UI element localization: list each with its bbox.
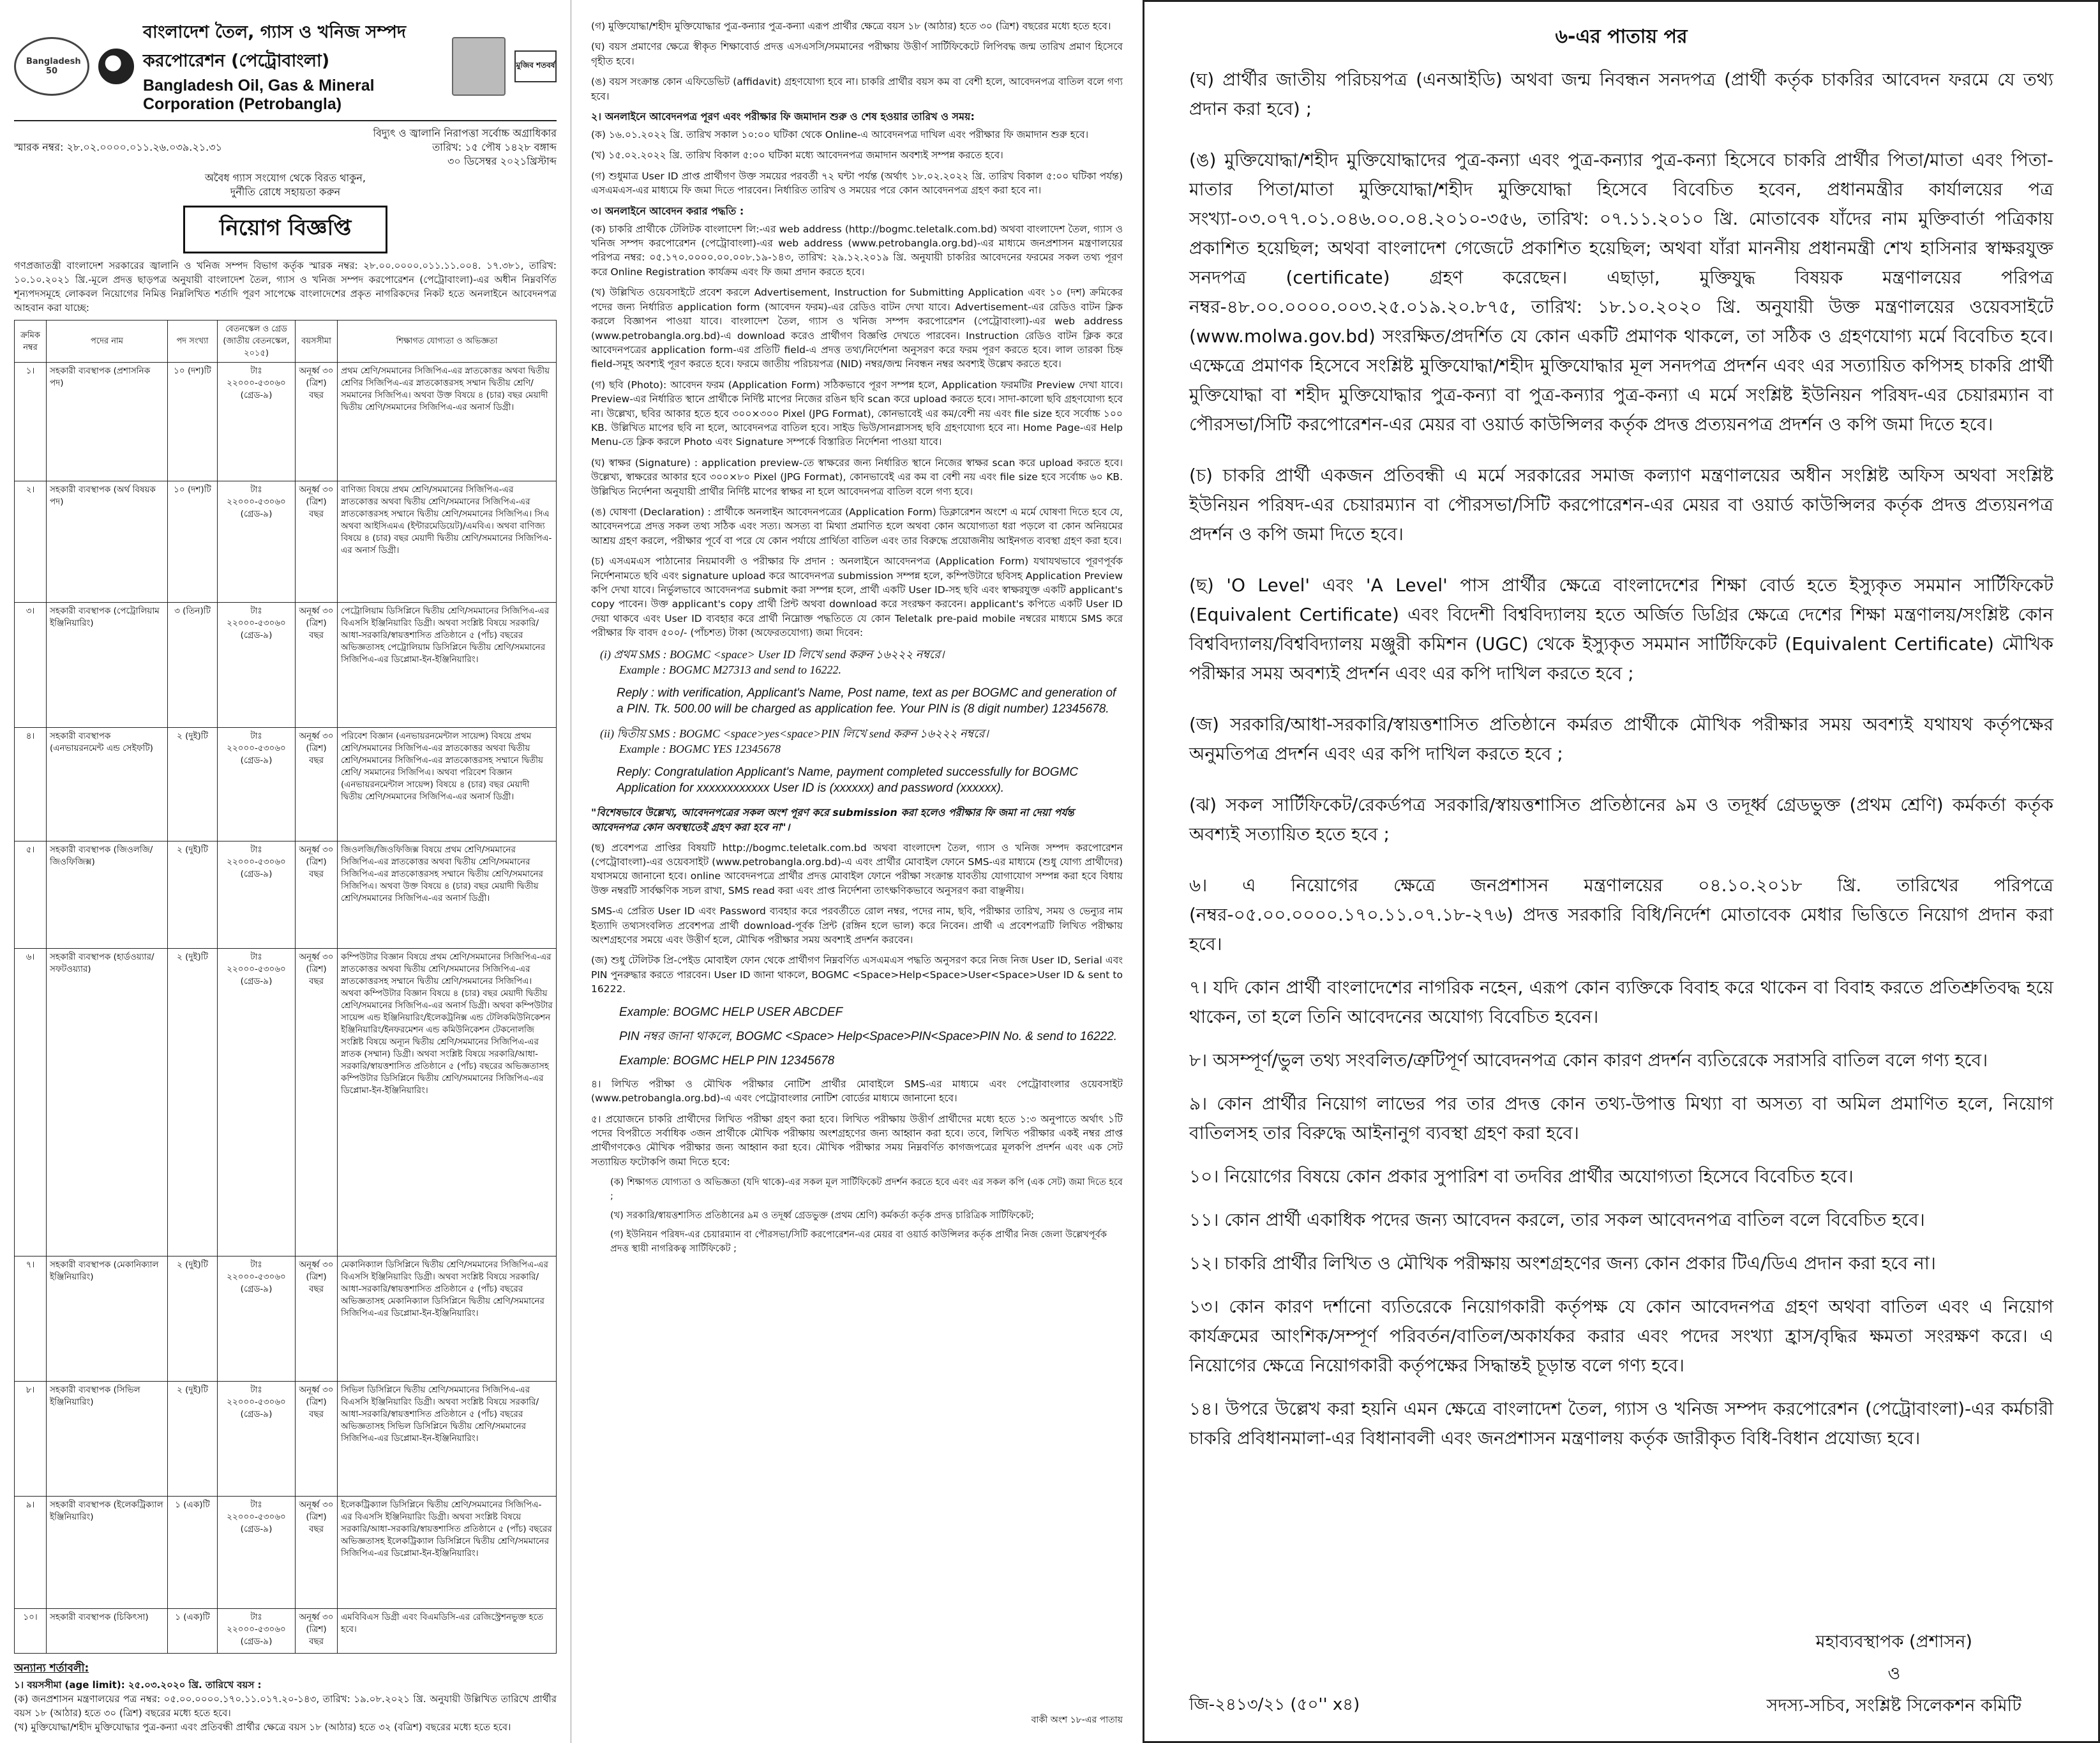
continued-footer: বাকী অংশ ১৮-এর পাতায় <box>1031 1715 1123 1725</box>
table-row <box>15 603 557 728</box>
section-3-g2: SMS-এ প্রেরিত User ID এবং Password ব্যবহার করে পরবর্তীতে রোল নম্বর, পদের নাম, ছবি, পরীক্ষার তারিখ, সময় ও ভেন্যুর নাম ইত্যাদি তথ্যসংবলিত প্রবেশপত্র প্রার্থী download-পূর্বক প্রিন্ট (রঙ্গিন হলে ভাল) করে নিবেন। প্রার্থী এ প্রবেশপত্রটি লিখিত পরীক্ষায় অংশগ্রহণের সময়ে এবং উত্তীর্ণ হলে, মৌখিক পরীক্ষার সময় অবশ্যই প্রদর্শন করবেন। <box>591 905 1123 946</box>
cell-scale: টাঃ ২২০০০-৫৩০৬০ (গ্রেড-৯) <box>218 481 296 603</box>
cell-serial: ২। <box>15 481 47 603</box>
table-row <box>15 363 557 481</box>
cell-scale: টাঃ ২২০০০-৫৩০৬০ (গ্রেড-৯) <box>218 1609 296 1654</box>
cell-qualification: পরিবেশ বিজ্ঞান (এনভায়রনমেন্টাল সায়েন্স) বিষয়ে প্রথম শ্রেণি/সমমানের সিজিপিএ-এর স্নাতকোত্তর অথবা দ্বিতীয় শ্রেণি/সমমানের সিজিপিএ-এর স্নাতকোত্তরসহ সম্মানে দ্বিতীয় শ্রেণি/ সমমানের সিজিপিএ। অথবা পরিবেশ বিজ্ঞান (এনভায়রনমেন্টাল সায়েন্স) বিষয়ে ৪ (চার) বছর মেয়াদী দ্বিতীয় শ্রেণি/সমমানের সিজিপিএ-এর অনার্স ডিগ্রী। <box>338 728 557 841</box>
condition-uma: (ঙ) মুক্তিযোদ্ধা/শহীদ মুক্তিযোদ্ধাদের পুত্র-কন্যা এবং পুত্র-কন্যার পুত্র-কন্যা হিসেবে চাকরি প্রার্থীর পিতা/মাতা এবং পিতা-মাতার পিতা/মাতা মুক্তিযোদ্ধা/শহীদ মুক্তিযোদ্ধা হিসেবে বিবেচিত হবেন, প্রধানমন্ত্রীর কার্যালয়ের পত্র সংখ্যা-০৩.০৭৭.০১.০৪৬.০০.০৪.২০১০-৩৫৬, তারিখ: ০৭.১১.২০১০ খ্রি. মোতাবেক যাঁদের নাম মুক্তিবার্তা পত্রিকায় প্রকাশিত হয়েছিল; অথবা বাংলাদেশ গেজেটে প্রকাশিত হয়েছিল; অথবা যাঁরা মাননীয় প্রধানমন্ত্রী শেখ হাসিনার স্বাক্ষরযুক্ত সনদপত্র (certificate) গ্রহণ করেছেন। এছাড়া, মুক্তিযুদ্ধ বিষয়ক মন্ত্রণালয়ের পরিপত্র নম্বর-৪৮.০০.০০০০.০০৩.২৫.০১৯.২০.৮৭৫, তারিখ: ১৮.১০.২০২০ খ্রি. অনুযায়ী উক্ত মন্ত্রণালয়ের ওয়েবসাইটে (www.molwa.gov.bd) সংরক্ষিত/প্রদর্শিত যে কোন একটি প্রমাণক থাকলে, তা সঠিক ও গ্রহণযোগ্য মর্মে বিবেচিত হবে। এক্ষেত্রে প্রমাণক হিসেবে সংশ্লিষ্ট মুক্তিযোদ্ধা/শহীদ মুক্তিযোদ্ধার মূল সনদপত্র প্রদর্শন এবং এর সত্যায়িত কপিসহ চাকরি প্রার্থী মুক্তিযোদ্ধা বা শহীদ মুক্তিযোদ্ধার পুত্র-কন্যা বা পুত্র-কন্যার পুত্র-কন্যা এ মর্মে সংশ্লিষ্ট ইউনিয়ন পরিষদ-এর চেয়ারম্যান বা পৌরসভা/সিটি করপোরেশন-এর মেয়র বা ওয়ার্ড কাউন্সিলর কর্তৃক প্রদত্ত প্রত্যয়নপত্র প্রদর্শন ও কপি জমা দিতে হবে। <box>1189 149 2053 435</box>
cell-scale: টাঃ ২২০০০-৫৩০৬০ (গ্রেড-৯) <box>218 1256 296 1382</box>
cell-qualification: মেকানিক্যাল ডিসিপ্লিনে দ্বিতীয় শ্রেণি/সমমানের সিজিপিএ-এর বিএসসি ইঞ্জিনিয়ারিং ডিগ্রী। অথবা সংশ্লিষ্ট বিষয়ে সরকারি/আধা-সরকারি/স্বায়ত্তশাসিত প্রতিষ্ঠানে ৫ (পাঁচ) বছরের অভিজ্ঞতাসহ মেকানিক্যাল ডিসিপ্লিনে দ্বিতীয় শ্রেণি/সমমানের সিজিপিএ-এর ডিপ্লোমা-ইন-ইঞ্জিনিয়ারিং। <box>338 1256 557 1382</box>
age-limit-heading: ১। বয়সসীমা (age limit): ২৫.০৩.২০২০ খ্রি. তারিখে বয়স : <box>14 1679 262 1691</box>
condition-gha: (ঘ) প্রার্থীর জাতীয় পরিচয়পত্র (এনআইডি) অথবা জন্ম নিবন্ধন সনদপত্র (প্রার্থী কর্তৃক চাকরির আবেদন ফরমে যে তথ্য প্রদান করা হবে) ; <box>1189 69 2053 119</box>
table-row <box>15 1609 557 1654</box>
table-row <box>15 841 557 949</box>
cell-qualification: পেট্রোলিয়াম ডিসিপ্লিনে দ্বিতীয় শ্রেণি/সমমানের সিজিপিএ-এর বিএসসি ইঞ্জিনিয়ারিং ডিগ্রী। অথবা সংশ্লিষ্ট বিষয়ে সরকারি/আধা-সরকারি/স্বায়ত্তশাসিত প্রতিষ্ঠানে ৫ (পাঁচ) বছরের অভিজ্ঞতাসহ পেট্রোলিয়াম ডিসিপ্লিনে দ্বিতীয় শ্রেণি/সমমানের সিজিপিএ-এর ডিপ্লোমা-ইন-ইঞ্জিনিয়ারিং। <box>338 603 557 728</box>
cell-serial: ৭। <box>15 1256 47 1382</box>
cell-count: ১০ (দশ)টি <box>168 363 218 481</box>
org-name-bangla: বাংলাদেশ তৈল, গ্যাস ও খনিজ সম্পদ করপোরেশন (পেট্রোবাংলা) <box>143 22 407 71</box>
cell-count: ২ (দুই)টি <box>168 1382 218 1497</box>
letterhead <box>14 19 557 121</box>
section-3-d: (ঘ) স্বাক্ষর (Signature) : application preview-তে স্বাক্ষরের জন্য নির্ধারিত স্থানে নিজের স্বাক্ষর scan করে upload করতে হবে। উল্লেখ্য, স্বাক্ষরের আকার হবে ৩০০×৮০ Pixel (JPG Format), কোনভাবেই এর কম বা বেশী নয় এবং file size হবে সর্বোচ্চ ৬০ KB. উল্লিখিত নির্দেশনা অনুযায়ী প্রার্থীর নির্দিষ্ট মাপের স্বাক্ষর না হলে আবেদনপত্র বাতিল বলে গণ্য হবে। <box>591 456 1123 497</box>
header-count: পদ সংখ্যা <box>168 321 218 363</box>
clause-11: ১১। কোন প্রার্থী একাধিক পদের জন্য আবেদন করলে, তার সকল আবেদনপত্র বাতিল বলে বিবেচিত হবে। <box>1189 1209 1925 1230</box>
section-2-c: (গ) শুধুমাত্র User ID প্রাপ্ত প্রার্থীগণ উক্ত সময়ের পরবর্তী ৭২ ঘন্টা পর্যন্ত (অর্থাৎ ১৮.০২.২০২২ খ্রি. তারিখ বিকাল ৫:০০ ঘটিকা পর্যন্ত) এসএমএস-এর মাধ্যমে ফি জমা দিতে পারবেন। নির্ধারিত তারিখ ও সময়ের পরে কোন আবেদনপত্র গ্রহণ করা হবে না। <box>591 170 1123 197</box>
cell-serial: ৮। <box>15 1382 47 1497</box>
petrobangla-emblem-icon <box>98 49 134 84</box>
cell-post: সহকারী ব্যবস্থাপক (ইলেকট্রিক্যাল ইঞ্জিনিয়ারিং) <box>47 1497 168 1609</box>
section-4: ৪। লিখিত পরীক্ষা ও মৌখিক পরীক্ষার নোটিশ প্রার্থীর মোবাইলে SMS-এর মাধ্যমে এবং পেট্রোবাংলার ওয়েবসাইট (www.petrobangla.org.bd)-এ এবং পেট্রোবাংলার নোটিশ বোর্ডের মাধ্যমে জানানো হবে। <box>591 1078 1123 1105</box>
condition-chha: (ছ) 'O Level' এবং 'A Level' পাস প্রার্থীর ক্ষেত্রে বাংলাদেশের শিক্ষা বোর্ড হতে ইস্যুকৃত সমমান সার্টিফিকেট (Equivalent Certificate) এবং বিদেশী বিশ্ববিদ্যালয় হতে অর্জিত ডিগ্রির ক্ষেত্রে দেশের শিক্ষা মন্ত্রণালয়/সংশ্লিষ্ট কোন বিশ্ববিদ্যালয়/বিশ্ববিদ্যালয় মঞ্জুরী কমিশন (UGC) থেকে ইস্যুকৃত সমমান সার্টিফিকেট (Equivalent Certificate) মৌখিক পরীক্ষার সময় অবশ্যই প্রদর্শন এবং এর কপি দাখিল করতে হবে ; <box>1189 575 2053 684</box>
clause-10: ১০। নিয়োগের বিষয়ে কোন প্রকার সুপারিশ বা তদবির প্রার্থীর অযোগ্যতা হিসেবে বিবেচিত হবে। <box>1189 1166 1854 1187</box>
security-slogan: বিদ্যুৎ ও জ্বালানি নিরাপত্তা সর্বোচ্চ অগ্রাধিকার <box>373 127 557 139</box>
pin-help-text: PIN নম্বর জানা থাকলে, BOGMC <Space> Help<Space>PIN<Space>PIN No. & send to 16222. <box>619 1029 1118 1043</box>
clause-12: ১২। চাকরি প্রার্থীর লিখিত ও মৌখিক পরীক্ষায় অংশগ্রহণের জন্য কোন প্রকার টিএ/ডিএ প্রদান করা হবে না। <box>1189 1253 1936 1274</box>
cell-age: অনূর্ধ্ব ৩০ (ত্রিশ) বছর <box>296 1382 338 1497</box>
age-condition-a: (ক) জনপ্রশাসন মন্ত্রণালয়ের পত্র নম্বর: ০৫.০০.০০০০.১৭০.১১.০১৭.২০-১৪৩, তারিখ: ১৯.০৮.২০২১ খ্রি. অনুযায়ী উল্লিখিত তারিখে প্রার্থীর বয়স ১৮ (আঠার) হতে ৩০ (ত্রিশ) বছরের মধ্যে হতে হবে। <box>14 1693 557 1719</box>
table-row <box>15 1497 557 1609</box>
cell-serial: ৪। <box>15 728 47 841</box>
cell-qualification: জিওলজি/জিওফিজিক্স বিষয়ে প্রথম শ্রেণি/সমমানের সিজিপিএ-এর স্নাতকোত্তর অথবা দ্বিতীয় শ্রেণি/সমমানের সিজিপিএ-এর স্নাতকোত্তরসহ সম্মানে দ্বিতীয় শ্রেণি/সমমানের সিজিপিএ। অথবা উক্ত বিষয়ে ৪ (চার) বছর মেয়াদী দ্বিতীয় শ্রেণি/সমমানের সিজিপিএ-এর অনার্স ডিগ্রী। <box>338 841 557 949</box>
vacancy-table <box>14 320 557 1654</box>
sms-reply-1: Reply : with verification, Applicant's Name, Post name, text as per BOGMC and generation of a PIN. Tk. 500.00 will be charged as application fee. Your PIN is (8 digit number) 12345678. <box>617 686 1116 716</box>
condition-cha: (চ) চাকরি প্রার্থী একজন প্রতিবন্ধী এ মর্মে সরকারের সমাজ কল্যাণ মন্ত্রণালয়ের অধীন সংশ্লিষ্ট অফিস অথবা সংশ্লিষ্ট ইউনিয়ন পরিষদ-এর চেয়ারম্যান বা পৌরসভা/সিটি করপোরেশন-এর মেয়র বা ওয়ার্ড কাউন্সিলর কর্তৃক প্রদত্ত প্রত্যয়নপত্র প্রদর্শন ও কপি জমা দিতে হবে। <box>1189 465 2053 545</box>
header-scale: বেতনস্কেল ও গ্রেড (জাতীয় বেতনস্কেল, ২০১৫) <box>218 321 296 363</box>
page-column-1 <box>0 0 571 1743</box>
section-3-b: (খ) উল্লিখিত ওয়েবসাইটে প্রবেশ করলে Advertisement, Instruction for Submitting Application এবং ১০ (দশ) ক্রমিকের পদের জন্য নির্ধারিত application form (আবেদন ফরম)-এর রেডিও বাটন দেখা যাবে। Advertisement-এর রেডিও বাটন ক্লিক করলে বিজ্ঞাপন পাওয়া যাবে। বাংলাদেশ তৈল, গ্যাস ও খনিজ সম্পদ করপোরেশন (পেট্রোবাংলা)-এর web address (www.petrobangla.org.bd)-এ download করেও প্রার্থীগণ বিজ্ঞপ্তি দেখতে পারবেন। Instruction রেডিও বাটন ক্লিক করে আবেদনপত্রের application form-এর প্রতিটি field-এ প্রদত্ত তথ্য/নির্দেশনা অনুসরণ করে ফরম পূরণ করতে হবে। লাল তারকা চিহ্ন field-সমূহ অবশ্যই পূরণ করতে হবে। ফরমে জাতীয় পরিচয়পত্র (NID) নম্বর/জন্ম নিবন্ধন নম্বর অবশ্যই উল্লেখ করতে হবে। <box>591 287 1123 370</box>
sms-step-1-text: (i) প্রথম SMS : BOGMC <space> User ID লিখে send করুন ১৬২২২ নম্বরে। <box>600 647 945 661</box>
cell-count: ২ (দুই)টি <box>168 728 218 841</box>
cell-scale: টাঃ ২২০০০-৫৩০৬০ (গ্রেড-৯) <box>218 1497 296 1609</box>
section-3-title: ৩। অনলাইনে আবেদন করার পদ্ধতি : <box>591 204 744 217</box>
cell-qualification: কম্পিউটার বিজ্ঞান বিষয়ে প্রথম শ্রেণি/সমমানের সিজিপিএ-এর স্নাতকোত্তর অথবা দ্বিতীয় শ্রেণি/সমমানের সিজিপিএ-এর স্নাতকোত্তরসহ সম্মানে দ্বিতীয় শ্রেণি/সমমানের সিজিপিএ। অথবা কম্পিউটার বিজ্ঞান বিষয়ে ৪ (চার) বছর মেয়াদী দ্বিতীয় শ্রেণি/সমমানের সিজিপিএ-এর অনার্স ডিগ্রী। অথবা কম্পিউটার সায়েন্স এন্ড ইঞ্জিনিয়ারিং/ইলেকট্রনিক্স এন্ড টেলিকমিউনিকেশন ইঞ্জিনিয়ারিং/ইনফরমেশন এন্ড কমিউনিকেশন টেকনোলজি সংশ্লিষ্ট বিষয়ে অন্যূন দ্বিতীয় শ্রেণি/সমমানের সিজিপিএ-এর স্নাতক (সম্মান) ডিগ্রী। অথবা সংশ্লিষ্ট বিষয়ে সরকারি/আধা-সরকারি/স্বায়ত্তশাসিত প্রতিষ্ঠানে ৫ (পাঁচ) বছরের অভিজ্ঞতাসহ কম্পিউটার ডিসিপ্লিনে দ্বিতীয় শ্রেণি/সমমানের সিজিপিএ-এর ডিপ্লোমা-ইন-ইঞ্জিনিয়ারিং। <box>338 949 557 1256</box>
cell-post: সহকারী ব্যবস্থাপক (প্রশাসনিক পদ) <box>47 363 168 481</box>
cell-scale: টাঃ ২২০০০-৫৩০৬০ (গ্রেড-৯) <box>218 728 296 841</box>
cell-count: ১ (এক)টি <box>168 1609 218 1654</box>
age-condition-c: (গ) মুক্তিযোদ্ধা/শহীদ মুক্তিযোদ্ধার পুত্র-কন্যার পুত্র-কন্যা এরূপ প্রার্থীর ক্ষেত্রে বয়স ১৮ (আঠার) হতে ৩০ (ত্রিশ) বছরের মধ্যে হতে হবে। <box>591 20 1111 32</box>
table-row <box>15 1382 557 1497</box>
intro-paragraph: গণপ্রজাতন্ত্রী বাংলাদেশ সরকারের জ্বালানি ও খনিজ সম্পদ বিভাগ কর্তৃক স্মারক নম্বর: ২৮.০০.০০০০.০১১.১১.০০৪. ১৭.৩৮১, তারিখ: ১০.১০.২০২১ খ্রি.-মূলে প্রদত্ত ছাড়পত্র অনুযায়ী বাংলাদেশ তৈল, গ্যাস ও খনিজ সম্পদ করপোরেশন (পেট্রোবাংলা)-এর অধীন নিম্নবর্ণিত শূন্যপদসমূহে লোকবল নিয়োগের নিমিত্ত নিম্নলিখিত শর্তাদি পূরণ সাপেক্ষে বাংলাদেশের প্রকৃত নাগরিকদের নিকট হতে অনলাইনে আবেদনপত্র আহবান করা যাচ্ছে: <box>14 260 557 313</box>
slogan-line-2: দুর্নীতি রোধে সহায়তা করুন <box>230 186 341 198</box>
cell-age: অনূর্ধ্ব ৩০ (ত্রিশ) বছর <box>296 603 338 728</box>
cell-post: সহকারী ব্যবস্থাপক (হার্ডওয়্যার/সফটওয়্যার) <box>47 949 168 1256</box>
cell-count: ২ (দুই)টি <box>168 949 218 1256</box>
slogan-line-1: অবৈধ গ্যাস সংযোগ থেকে বিরত থাকুন, <box>204 172 366 184</box>
section-2-a: (ক) ১৬.০১.২০২২ খ্রি. তারিখ সকাল ১০:০০ ঘটিকা থেকে Online-এ আবেদনপত্র দাখিল এবং পরীক্ষার ফি জমাদান শুরু হবে। <box>591 129 1089 141</box>
sms-step-2-text: (ii) দ্বিতীয় SMS : BOGMC <space>yes<space>PIN লিখে send করুন ১৬২২২ নম্বরে। <box>600 727 989 740</box>
header-age: বয়সসীমা <box>296 321 338 363</box>
cell-post: সহকারী ব্যবস্থাপক (মেকানিক্যাল ইঞ্জিনিয়ারিং) <box>47 1256 168 1382</box>
signatory-committee: সদস্য-সচিব, সংশ্লিষ্ট সিলেকশন কমিটি <box>1766 1696 2021 1716</box>
other-conditions-title: অন্যান্য শর্তাবলী: <box>14 1662 89 1675</box>
cell-post: সহকারী ব্যবস্থাপক (অর্থ বিষয়ক পদ) <box>47 481 168 603</box>
table-row <box>15 1256 557 1382</box>
cell-serial: ৫। <box>15 841 47 949</box>
cell-age: অনূর্ধ্ব ৩০ (ত্রিশ) বছর <box>296 363 338 481</box>
cell-qualification: এমবিবিএস ডিগ্রী এবং বিএমডিসি-এর রেজিস্ট্রেশনভুক্ত হতে হবে। <box>338 1609 557 1654</box>
mujib-year-badge: মুজিব শতবর্ষ <box>514 50 557 82</box>
sms-step-2 <box>591 726 1123 757</box>
cell-post: সহকারী ব্যবস্থাপক (এনভায়রনমেন্ট এন্ড সেইফটি) <box>47 728 168 841</box>
page-column-3 <box>1143 0 2100 1743</box>
cell-post: সহকারী ব্যবস্থাপক (সিভিল ইঞ্জিনিয়ারিং) <box>47 1382 168 1497</box>
header-qualification: শিক্ষাগত যোগ্যতা ও অভিজ্ঞতা <box>338 321 557 363</box>
cell-post: সহকারী ব্যবস্থাপক (পেট্রোলিয়াম ইঞ্জিনিয়ারিং) <box>47 603 168 728</box>
signature-block <box>1767 1626 2021 1722</box>
signatory-title: মহাব্যবস্থাপক (প্রশাসন) <box>1815 1632 1972 1652</box>
cell-serial: ৬। <box>15 949 47 1256</box>
clause-6: ৬। এ নিয়োগের ক্ষেত্রে জনপ্রশাসন মন্ত্রণালয়ের ০৪.১০.২০১৮ খ্রি. তারিখের পরিপত্রে (নম্বর-০৫.০০.০০০০.১৭০.১১.০৭.১৮-২৭৬) প্রদত্ত সরকারি বিধি/নির্দেশ মোতাবেক মেধার ভিত্তিতে নিয়োগ প্রদান করা হবে। <box>1189 875 2053 954</box>
help-pin-example: Example: BOGMC HELP PIN 12345678 <box>619 1053 835 1068</box>
cell-scale: টাঃ ২২০০০-৫৩০৬০ (গ্রেড-৯) <box>218 603 296 728</box>
clause-13: ১৩। কোন কারণ দর্শানো ব্যতিরেকে নিয়োগকারী কর্তৃপক্ষ যে কোন আবেদনপত্র গ্রহণ অথবা বাতিল এবং এ নিয়োগ কার্যক্রমের আংশিক/সম্পূর্ণ পরিবর্তন/বাতিল/অকার্যকর করার এবং পদের সংখ্যা হ্রাস/বৃদ্ধির ক্ষমতা সংরক্ষণ করে। এ নিয়োগের ক্ষেত্রে নিয়োগকারী কর্তৃপক্ষের সিদ্ধান্তই চূড়ান্ত বলে গণ্য হবে। <box>1189 1296 2053 1376</box>
cell-qualification: ইলেকট্রিক্যাল ডিসিপ্লিনে দ্বিতীয় শ্রেণি/সমমানের সিজিপিএ-এর বিএসসি ইঞ্জিনিয়ারিং ডিগ্রী। অথবা সংশ্লিষ্ট বিষয়ে সরকারি/আধা-সরকারি/স্বায়ত্তশাসিত প্রতিষ্ঠানে ৫ (পাঁচ) বছরের অভিজ্ঞতাসহ ইলেকট্রিক্যাল ডিসিপ্লিনে দ্বিতীয় শ্রেণি/সমমানের সিজিপিএ-এর ডিপ্লোমা-ইন-ইঞ্জিনিয়ারিং। <box>338 1497 557 1609</box>
cell-qualification: বাণিজ্য বিষয়ে প্রথম শ্রেণি/সমমানের সিজিপিএ-এর স্নাতকোত্তর অথবা দ্বিতীয় শ্রেণি/সমমানের সিজিপিএ-এর স্নাতকোত্তরসহ সম্মানে দ্বিতীয় শ্রেণি/সমমানের সিজিপিএ। সিএ অথবা আইসিএমএ (ইন্টারমেডিয়েট)/এমবিএ। অথবা বাণিজ্য বিষয়ে ৪ (চার) বছর মেয়াদী দ্বিতীয় শ্রেণি/সমমানের সিজিপিএ-এর অনার্স ডিগ্রী। <box>338 481 557 603</box>
memo-number: স্মারক নম্বর: ২৮.০২.০০০০.০১১.২৬.০৩৯.২১.৩১ <box>14 141 223 153</box>
advert-code: জি-২৪১৩/২১ (৫০'' x৪) <box>1189 1695 1360 1714</box>
date-bangla: ১৫ পৌষ ১৪২৮ বঙ্গাব্দ <box>465 141 557 153</box>
cell-qualification: সিভিল ডিসিপ্লিনে দ্বিতীয় শ্রেণি/সমমানের সিজিপিএ-এর বিএসসি ইঞ্জিনিয়ারিং ডিগ্রী। অথবা সংশ্লিষ্ট বিষয়ে সরকারি/আধা-সরকারি/স্বায়ত্তশাসিত প্রতিষ্ঠানে ৫ (পাঁচ) বছরের অভিজ্ঞতাসহ সিভিল ডিসিপ্লিনে দ্বিতীয় শ্রেণি/সমমানের সিজিপিএ-এর ডিপ্লোমা-ইন-ইঞ্জিনিয়ারিং। <box>338 1382 557 1497</box>
cell-count: ২ (দুই)টি <box>168 841 218 949</box>
cell-post: সহকারী ব্যবস্থাপক (চিকিৎসা) <box>47 1609 168 1654</box>
header-serial: ক্রমিক নম্বর <box>15 321 47 363</box>
age-condition-d: (ঘ) বয়স প্রমাণের ক্ষেত্রে স্বীকৃত শিক্ষাবোর্ড প্রদত্ত এসএসসি/সমমানের পরীক্ষায় উত্তীর্ণ সার্টিফিকেটে লিপিবদ্ধ জন্ম তারিখ প্রমাণ হিসেবে গৃহীত হবে। <box>591 41 1123 67</box>
org-name-english: Bangladesh Oil, Gas & Mineral Corporation (Petrobangla) <box>143 77 375 113</box>
date-english: ৩০ ডিসেম্বর ২০২১খ্রিস্টাব্দ <box>447 155 557 167</box>
page-column-2 <box>574 0 1139 1743</box>
cell-serial: ১০। <box>15 1609 47 1654</box>
cell-age: অনূর্ধ্ব ৩০ (ত্রিশ) বছর <box>296 1609 338 1654</box>
cell-age: অনূর্ধ্ব ৩০ (ত্রিশ) বছর <box>296 841 338 949</box>
cell-age: অনূর্ধ্ব ৩০ (ত্রিশ) বছর <box>296 1497 338 1609</box>
section-5-k: (ক) শিক্ষাগত যোগ্যতা ও অভিজ্ঞতা (যদি থাকে)-এর সকল মূল সার্টিফিকেট প্রদর্শন করতে হবে এবং এর সকল কপি (এক সেট) জমা দিতে হবে ; <box>610 1177 1123 1202</box>
cell-scale: টাঃ ২২০০০-৫৩০৬০ (গ্রেড-৯) <box>218 1382 296 1497</box>
cell-qualification: প্রথম শ্রেণি/সমমানের সিজিপিএ-এর স্নাতকোত্তর অথবা দ্বিতীয় শ্রেণির সিজিপিএ-এর স্নাতকোত্তরসহ সম্মান দ্বিতীয় শ্রেণি/সমমানের সিজিপিএ। অথবা উক্ত বিষয়ে ৪ (চার) বছর মেয়াদী দ্বিতীয় শ্রেণি/সমমানের সিজিপিএ-এর অনার্স ডিগ্রী। <box>338 363 557 481</box>
table-header-row <box>15 321 557 363</box>
cell-count: ৩ (তিন)টি <box>168 603 218 728</box>
section-5-kh: (খ) সরকারি/স্বায়ত্তশাসিত প্রতিষ্ঠানের ৯ম ও তদূর্ধ্ব গ্রেডভুক্ত (প্রথম শ্রেণি) কর্মকর্তা কর্তৃক প্রদত্ত চারিত্রিক সার্টিফিকেট; <box>610 1211 1034 1221</box>
sms-step-2-example: Example : BOGMC YES 12345678 <box>619 742 781 755</box>
memo-block <box>14 126 557 169</box>
clause-14: ১৪। উপরে উল্লেখ করা হয়নি এমন ক্ষেত্রে বাংলাদেশ তৈল, গ্যাস ও খনিজ সম্পদ করপোরেশন (পেট্রোবাংলা)-এর কর্মচারী চাকরি প্রবিধানমালা-এর বিধানাবলী এবং জনপ্রশাসন মন্ত্রণালয় কর্তৃক জারীকৃত বিধি-বিধান প্রযোজ্য হবে। <box>1189 1398 2053 1449</box>
table-row <box>15 728 557 841</box>
condition-jha: (ঝ) সকল সার্টিফিকেট/রেকর্ডপত্র সরকারি/স্বায়ত্তশাসিত প্রতিষ্ঠানের ৯ম ও তদূর্ধ্ব গ্রেডভুক্ত (প্রথম শ্রেণি) কর্মকর্তা কর্তৃক অবশ্যই সত্যায়িত হতে হবে ; <box>1189 794 2053 845</box>
cell-count: ২ (দুই)টি <box>168 1256 218 1382</box>
section-3-a: (ক) চাকরি প্রার্থীকে টেলিটক বাংলাদেশ লি:-এর web address (http://bogmc.teletalk.com.bd) অথবা বাংলাদেশ তৈল, গ্যাস ও খনিজ সম্পদ করপোরেশন (পেট্রোবাংলা)-এর web address (www.petrobangla.org.bd)-এর মাধ্যমে জনপ্রশাসন মন্ত্রণালয়ের পরিপত্র নম্বর: ০৫.১৭০.০০০০.০০.০০৮.১৯-১৪৩, তারিখ: ২৯.১২.২০১৯ খ্রি. অনুযায়ী চাকরির আবেদনের ফরমের সকল তথ্য পূরণ করে Online Registration কার্যক্রম এবং ফি জমা প্রদান করতে হবে। <box>591 223 1123 278</box>
section-3-f: (চ) এসএমএস পাঠানোর নিয়মাবলী ও পরীক্ষার ফি প্রদান : অনলাইনে আবেদনপত্র (Application Form) যথাযথভাবে পূরণপূর্বক নির্দেশনামতে ছবি এবং signature upload করে আবেদনপত্র submission সম্পন্ন হলে, কম্পিউটারে ছবিসহ Application Preview কপি দেখা যাবে। নির্ভুলভাবে আবেদনপত্র submit করা সম্পন্ন হলে, প্রার্থী একটি User ID-সহ ছবি এবং স্বাক্ষরযুক্ত একটি applicant's copy পাবেন। উক্ত applicant's copy প্রার্থী প্রিন্ট অথবা download করে সংরক্ষণ করবেন। applicant's কপিতে একটি User ID দেয়া থাকবে এবং User ID ব্যবহার করে প্রার্থী নিম্নোক্ত পদ্ধতিতে যে কোন Teletalk pre-paid mobile নম্বরের মাধ্যমে SMS করে পরীক্ষার ফি বাবদ ৫০০/- (পাঁচশত) টাকা (অফেরতযোগ্য) জমা দিবেন: <box>591 555 1123 639</box>
cell-age: অনূর্ধ্ব ৩০ (ত্রিশ) বছর <box>296 481 338 603</box>
section-3-g: (ছ) প্রবেশপত্র প্রাপ্তির বিষয়টি http://bogmc.teletalk.com.bd অথবা বাংলাদেশ তৈল, গ্যাস ও খনিজ সম্পদ করপোরেশন (পেট্রোবাংলা)-এর ওয়েবসাইট (www.petrobangla.org.bd)-এ এবং প্রার্থীর মোবাইল ফোনে SMS-এর মাধ্যমে (শুধু যোগ্য প্রার্থীদের) যথাসময়ে জানানো হবে। online আবেদনপত্রে প্রার্থীর প্রদত্ত মোবাইল ফোনে পরীক্ষা সংক্রান্ত যাবতীয় যোগাযোগ সম্পন্ন করা হবে বিধায় উক্ত নম্বরটি সার্বক্ষণিক সচল রাখা, SMS read করা এবং প্রাপ্ত নির্দেশনা তাৎক্ষণিকভাবে অনুসরণ করা বাঞ্ছনীয়। <box>591 841 1123 896</box>
section-2-title: ২। অনলাইনে আবেদনপত্র পূরণ এবং পরীক্ষার ফি জমাদান শুরু ও শেষ হওয়ার তারিখ ও সময়: <box>591 110 975 123</box>
date-label: তারিখ: <box>432 141 462 153</box>
cell-age: অনূর্ধ্ব ৩০ (ত্রিশ) বছর <box>296 1256 338 1382</box>
condition-ja: (জ) সরকারি/আধা-সরকারি/স্বায়ত্তশাসিত প্রতিষ্ঠানে কর্মরত প্রার্থীকে মৌখিক পরীক্ষার সময় অবশ্যই যথাযথ কর্তৃপক্ষের অনুমতিপত্র প্রদর্শন এবং এর কপি দাখিল করতে হবে ; <box>1189 714 2053 764</box>
cell-count: ১ (এক)টি <box>168 1497 218 1609</box>
continued-from-heading: ৬-এর পাতায় পর <box>1555 26 1688 48</box>
table-row <box>15 949 557 1256</box>
cell-post: সহকারী ব্যবস্থাপক (জিওলজি/জিওফিজিক্স) <box>47 841 168 949</box>
cell-serial: ৯। <box>15 1497 47 1609</box>
cell-scale: টাঃ ২২০০০-৫৩০৬০ (গ্রেড-৯) <box>218 949 296 1256</box>
clause-7: ৭। যদি কোন প্রার্থী বাংলাদেশের নাগরিক নহেন, এরূপ কোন ব্যক্তিকে বিবাহ করে থাকেন বা বিবাহ করতে প্রতিশ্রুতিবদ্ধ হয়ে থাকেন, তা হলে তিনি আবেদনের অযোগ্য বিবেচিত হবেন। <box>1189 977 2053 1027</box>
cell-scale: টাঃ ২২০০০-৫৩০৬০ (গ্রেড-৯) <box>218 363 296 481</box>
age-condition-b: (খ) মুক্তিযোদ্ধা/শহীদ মুক্তিযোদ্ধার পুত্র-কন্যা এবং প্রতিবন্ধী প্রার্থীর ক্ষেত্রে বয়স ১৮ (আঠার) হতে ৩২ (বত্রিশ) বছরের মধ্যে হতে হবে। <box>14 1721 511 1733</box>
table-row <box>15 481 557 603</box>
section-3-e: (ঙ) ঘোষণা (Declaration) : প্রার্থীকে অনলাইন আবেদনপত্রের (Application Form) ডিক্লারেশন অংশে এ মর্মে ঘোষণা দিতে হবে যে, আবেদনপত্রে প্রদত্ত সকল তথ্য সঠিক এবং সত্য। অসত্য বা মিথ্যা প্রমাণিত হলে অথবা কোন অযোগ্যতা ধরা পড়লে বা কোন অনিয়মের আশ্রয় গ্রহণ করলে, পরীক্ষার পূর্বে বা পরে যে কোন পর্যায়ে প্রার্থিতা বাতিল এবং তার বিরুদ্ধে প্রয়োজনীয় আইনগত ব্যবস্থা গ্রহণ করা হবে। <box>591 506 1123 547</box>
notice-title: নিয়োগ বিজ্ঞপ্তি <box>183 206 387 253</box>
section-5: ৫। প্রয়োজনে চাকরি প্রার্থীদের লিখিত পরীক্ষা গ্রহণ করা হবে। লিখিত পরীক্ষায় উত্তীর্ণ প্রার্থীদের মধ্যে হতে ১:৩ অনুপাতে অর্থাৎ ১টি পদের বিপরীতে সর্বাধিক ৩জন প্রার্থীকে মৌখিক পরীক্ষায় অংশগ্রহণের জন্য আহ্বান করা হবে। তবে, লিখিত পরীক্ষার একই নম্বর প্রাপ্ত প্রার্থীগণকেও মৌখিক পরীক্ষার জন্য আহ্বান করা হবে। মৌখিক পরীক্ষার সময় নিম্নবর্ণিত কাগজপত্রের মূলকপি প্রদর্শন এবং এক সেট সত্যায়িত ফটোকপি জমা দিতে হবে: <box>591 1113 1123 1168</box>
fee-note: "বিশেষভাবে উল্লেখ্য, আবেদনপত্রের সকল অংশ পূরণ করে submission করা হলেও পরীক্ষার ফি জমা না দেয়া পর্যন্ত আবেদনপত্র কোন অবস্থাতেই গ্রহণ করা হবে না"। <box>591 806 1074 833</box>
cell-scale: টাঃ ২২০০০-৫৩০৬০ (গ্রেড-৯) <box>218 841 296 949</box>
anti-corruption-slogan <box>14 171 557 199</box>
sms-step-1 <box>591 647 1123 677</box>
cell-age: অনূর্ধ্ব ৩০ (ত্রিশ) বছর <box>296 949 338 1256</box>
cell-serial: ৩। <box>15 603 47 728</box>
age-condition-e: (ঙ) বয়স সংক্রান্ত কোন এফিডেভিট (affidavit) গ্রহণযোগ্য হবে না। চাকরি প্রার্থীর বয়স কম বা বেশী হলে, আবেদনপত্র বাতিল বলে গণ্য হবে। <box>591 76 1123 102</box>
header-post: পদের নাম <box>47 321 168 363</box>
cell-age: অনূর্ধ্ব ৩০ (ত্রিশ) বছর <box>296 728 338 841</box>
cell-count: ১০ (দশ)টি <box>168 481 218 603</box>
cell-serial: ১। <box>15 363 47 481</box>
clause-8: ৮। অসম্পূর্ণ/ভুল তথ্য সংবলিত/ত্রুটিপূর্ণ আবেদনপত্র কোন কারণ প্রদর্শন ব্যতিরেকে সরাসরি বাতিল বলে গণ্য হবে। <box>1189 1050 1988 1071</box>
logo-label: Bangladesh 50 <box>26 57 81 76</box>
section-5-g: (গ) ইউনিয়ন পরিষদ-এর চেয়ারম্যান বা পৌরসভা/সিটি করপোরেশন-এর মেয়র বা ওয়ার্ড কাউন্সিলর কর্তৃক প্রার্থীর নিজ জেলা উল্লেখপূর্বক প্রদত্ত স্থায়ী নাগরিকত্ব সার্টিফিকেট ; <box>610 1230 1107 1255</box>
clause-9: ৯। কোন প্রার্থীর নিয়োগ লাভের পর তার প্রদত্ত কোন তথ্য-উপাত্ত মিথ্যা বা অসত্য বা অমিল প্রমাণিত হলে, নিয়োগ বাতিলসহ তার বিরুদ্ধে আইনানুগ ব্যবস্থা গ্রহণ করা হবে। <box>1189 1093 2053 1143</box>
help-user-example: Example: BOGMC HELP USER ABCDEF <box>619 1005 843 1019</box>
portrait-image <box>452 37 506 96</box>
section-3-h: (জ) শুধু টেলিটক প্রি-পেইড মোবাইল ফোন থেকে প্রার্থীগণ নিম্নবর্ণিত এসএমএস পদ্ধতি অনুসরণ করে নিজ নিজ User ID, Serial এবং PIN পুনরুদ্ধার করতে পারবেন। User ID জানা থাকলে, BOGMC <Space>Help<Space>User<Space>User ID & sent to 16222. <box>591 954 1123 995</box>
signatory-conjunction: ও <box>1887 1664 1901 1684</box>
section-3-c: (গ) ছবি (Photo): আবেদন ফরম (Application Form) সঠিকভাবে পূরণ সম্পন্ন হলে, Application ফরমটির Preview দেখা যাবে। Preview-এর নির্ধারিত স্থানে প্রার্থীকে নির্দিষ্ট মাপের নিজের রঙিন ছবি scan করে upload করতে হবে। সাদা-কালো ছবি গ্রহণযোগ্য হবে না। উল্লেখ্য, ছবির আকার হতে হবে ৩০০×৩০০ Pixel (JPG Format), কোনভাবেই এর কম/বেশী নয় এবং file size হবে সর্বোচ্চ ১০০ KB. উল্লিখিত মাপের ছবি না হলে, আবেদনপত্র বাতিল হবে। সাইড ভিউ/সানগ্লাসসহ ছবি গ্রহণযোগ্য হবে না। Home Page-এর Help Menu-তে ক্লিক করলে Photo এবং Signature সম্পর্কে বিস্তারিত নির্দেশনা পাওয়া যাবে। <box>591 379 1123 448</box>
bangladesh-50-logo <box>14 37 89 96</box>
section-2-b: (খ) ১৫.০২.২০২২ খ্রি. তারিখ বিকাল ৫:০০ ঘটিকা মধ্যে আবেদনপত্র জমাদান অবশ্যই সম্পন্ন করতে হবে। <box>591 149 1003 162</box>
sms-step-1-example: Example : BOGMC M27313 and send to 16222. <box>619 663 841 676</box>
sms-reply-2: Reply: Congratulation Applicant's Name, payment completed successfully for BOGMC Application for xxxxxxxxxxxx User ID is (xxxxxx) and password (xxxxxx). <box>617 765 1079 795</box>
